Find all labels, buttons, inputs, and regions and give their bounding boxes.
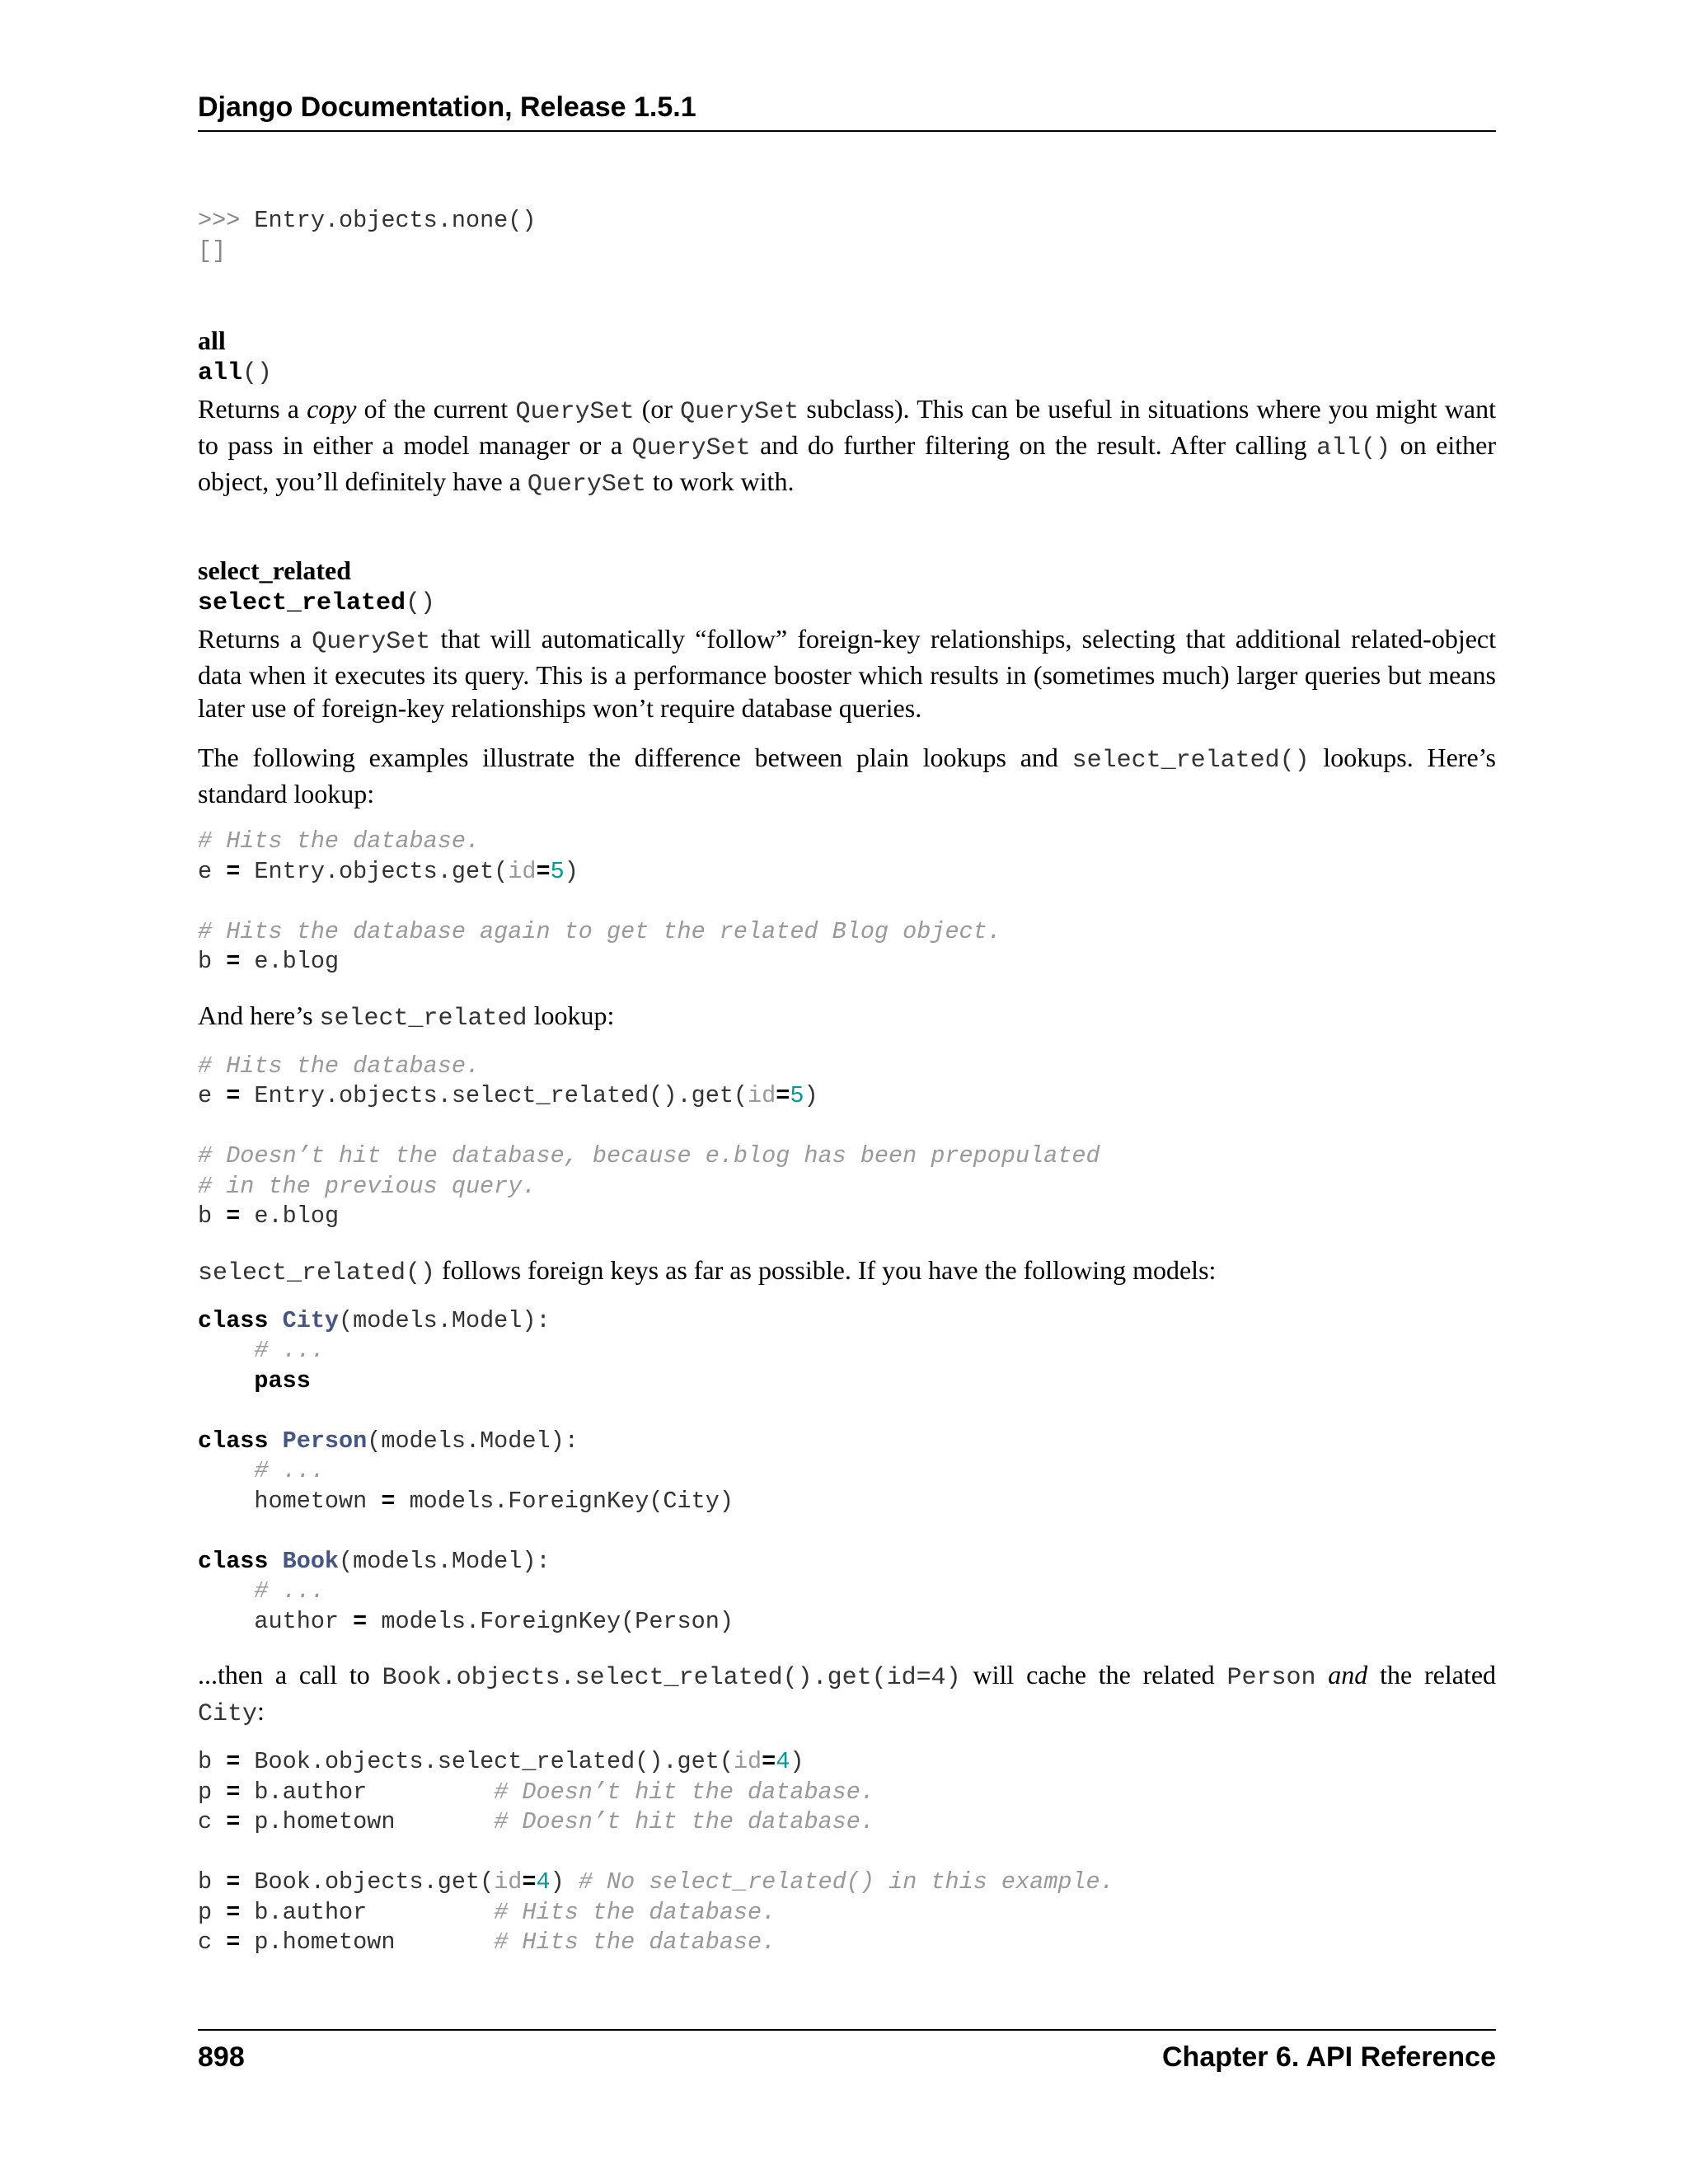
- code-block-none: >>> Entry.objects.none() []: [198, 207, 537, 265]
- code-block-standard-lookup: # Hits the database. e = Entry.objects.get(id=5) # Hits the database again to get the related Blog object. b = e.blog: [198, 827, 1001, 975]
- code-block-select-related-lookup: # Hits the database. e = Entry.objects.select_related().get(id=5) # Doesn’t hit the database, because e.blog has been prepopulated # in the previous query. b = e.blog: [198, 1052, 1100, 1230]
- paragraph-all-description: Returns a copy of the current QuerySet (or QuerySet subclass). This can be useful in situations where you might want to pass in either a model manager or a QuerySet and do further filtering on the result. After calling all() on either object, you’ll definitely have a QuerySet to work with.: [198, 394, 1497, 499]
- section-heading-select-related: select_related: [198, 555, 351, 585]
- page-content: [198, 206, 1496, 1958]
- running-header: [198, 91, 1496, 132]
- method-signature-select-related: select_related(): [198, 589, 436, 617]
- code-block-cache-example: b = Book.objects.select_related().get(id=4) p = b.author # Doesn’t hit the database. c = p.hometown # Doesn’t hit the database. b = Book.objects.get(id=4) # No select_related() in this example. p = b.author # Hits the database. c = p.hometown # Hits the database.: [198, 1748, 1114, 1956]
- header-title: Django Documentation, Release 1.5.1: [198, 91, 696, 123]
- chapter-title: Chapter 6. API Reference: [1162, 2041, 1496, 2073]
- running-footer: [198, 2029, 1496, 2077]
- document-page: [198, 91, 1496, 2085]
- paragraph-follows-foreign-keys: select_related() follows foreign keys as far as possible. If you have the following models:: [198, 1254, 1217, 1287]
- code-block-models: class City(models.Model): # ... pass class Person(models.Model): # ... hometown = models.ForeignKey(City) class Book(models.Model): # ... author = models.ForeignKey(Person): [198, 1306, 734, 1635]
- paragraph-select-related-description: Returns a QuerySet that will automatically “follow” foreign-key relationships, selecting that additional related-object data when it executes its query. This is a performance booster which results in (sometimes much) larger queries but means later use of foreign-key relationships won’t require database queries.: [198, 624, 1497, 723]
- paragraph-select-related-intro: And here’s select_related lookup:: [198, 1000, 615, 1033]
- paragraph-cache-explanation: ...then a call to Book.objects.select_related().get(id=4) will cache the related Person and the related City:: [198, 1660, 1497, 1728]
- paragraph-examples-intro: The following examples illustrate the difference between plain lookups and select_related() lookups. Here’s standard lookup:: [198, 743, 1497, 808]
- page-number: 898: [198, 2041, 245, 2073]
- method-signature-all: all(): [198, 359, 273, 387]
- section-heading-all: all: [198, 326, 226, 355]
